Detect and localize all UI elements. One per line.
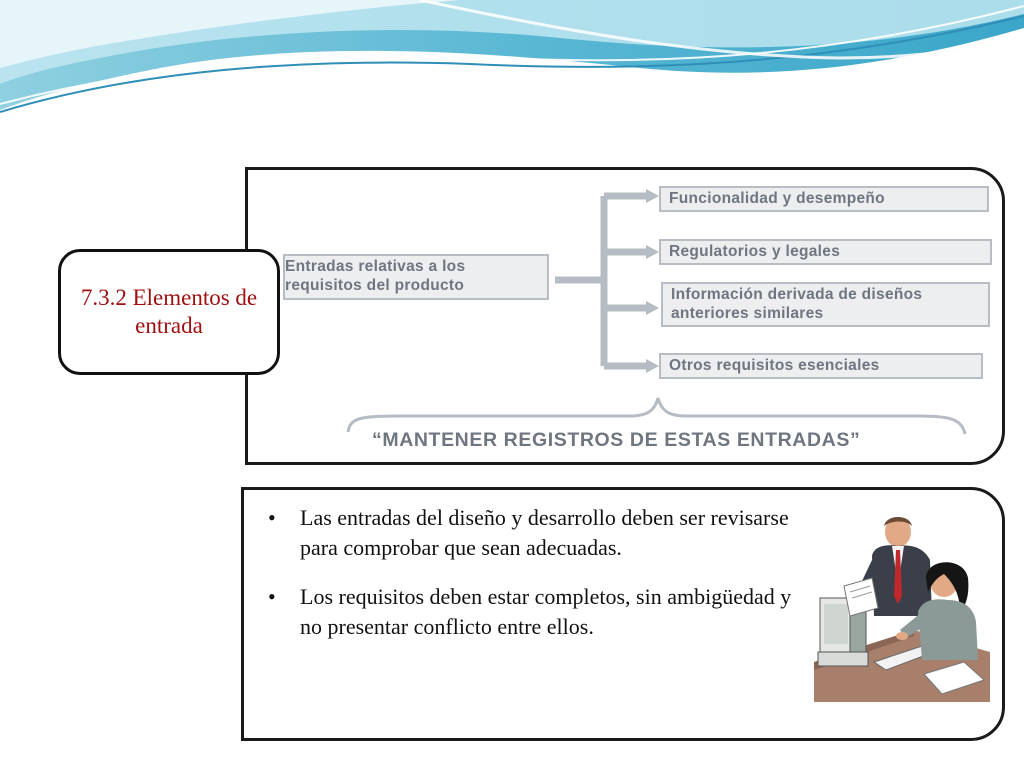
bullet-item <box>268 503 808 563</box>
bullet-marker: • <box>268 505 276 530</box>
diagram-target-other-requirements: Otros requisitos esenciales <box>659 353 983 379</box>
bullet-text: Los requisitos deben estar completos, sin ambigüedad y no presentar conflicto entre ellos. <box>300 584 792 639</box>
bullet-marker: • <box>268 584 276 609</box>
bullet-list <box>268 503 808 661</box>
bullet-item <box>268 582 808 642</box>
wave-header-decoration <box>0 0 1024 130</box>
diagram-target-functionality: Funcionalidad y desempeño <box>659 186 989 212</box>
slide-title: 7.3.2 Elementos de entrada <box>80 285 258 338</box>
diagram-footer: “MANTENER REGISTROS DE ESTAS ENTRADAS” <box>372 429 861 451</box>
slide-title-box <box>58 249 280 375</box>
office-workers-illustration <box>814 512 990 702</box>
diagram-target-previous-designs: Información derivada de diseños anteriores similares <box>661 282 990 327</box>
diagram-target-regulatory: Regulatorios y legales <box>659 239 992 265</box>
diagram-source-label: Entradas relativas a los requisitos del producto <box>283 254 549 300</box>
bullet-text: Las entradas del diseño y desarrollo deben ser revisarse para comprobar que sean adecuadas. <box>300 505 789 560</box>
